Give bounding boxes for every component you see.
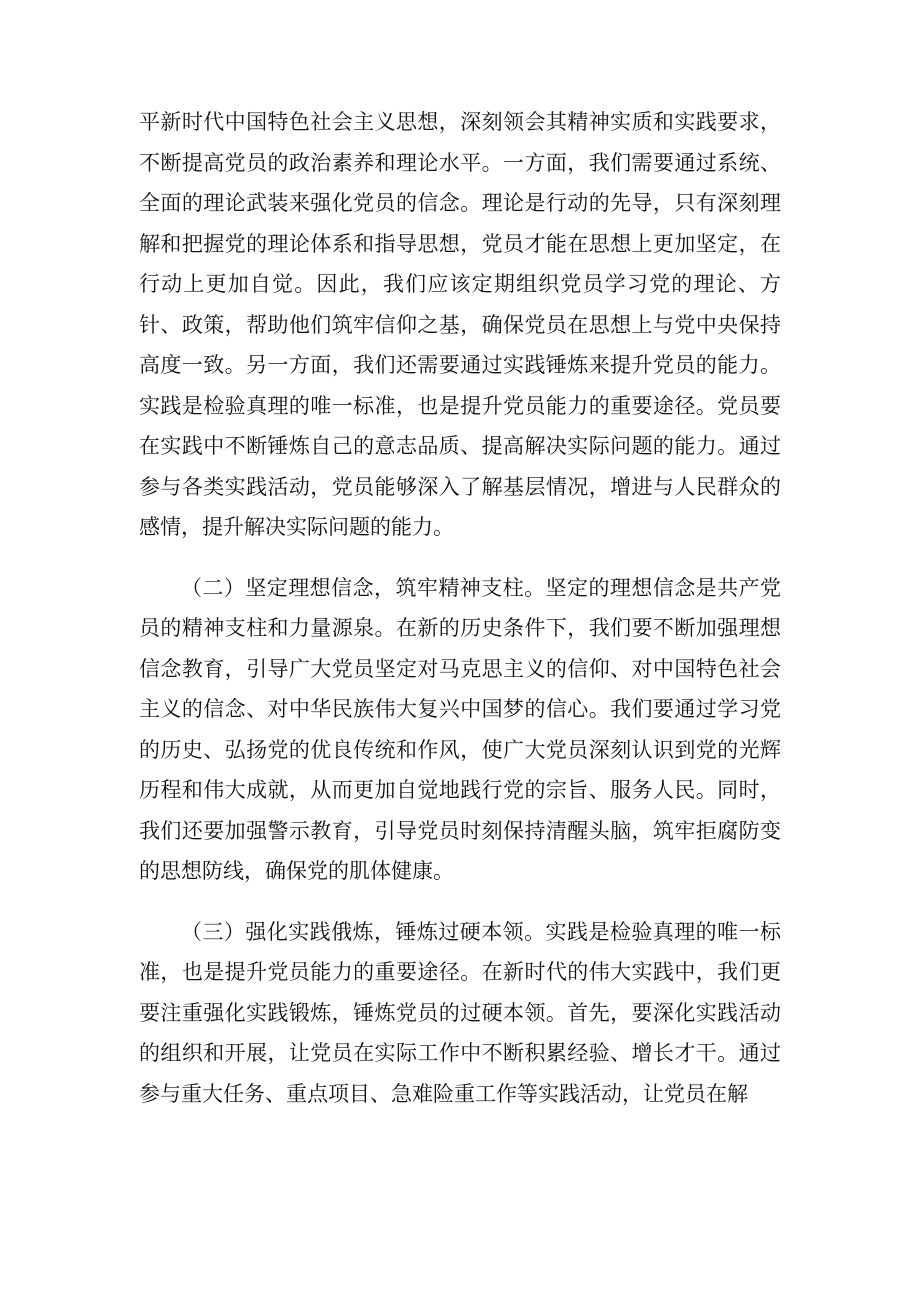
paragraph-section-two: （二）坚定理想信念，筑牢精神支柱。坚定的理想信念是共产党员的精神支柱和力量源泉。在新的历史条件下，我们要不断加强理想信念教育，引导广大党员坚定对马克思主义的信仰、对中国特色社会主义的信念、对中华民族伟大复兴中国梦的信心。我们要通过学习党的历史、弘扬党的优良传统和作风，使广大党员深刻认识到党的光辉历程和伟大成就，从而更加自觉地践行党的宗旨、服务人民。同时，我们还要加强警示教育，引导党员时刻保持清醒头脑，筑牢拒腐防变的思想防线，确保党的肌体健康。: [139, 575, 781, 883]
paragraph-continuation: 平新时代中国特色社会主义思想，深刻领会其精神实质和实践要求，不断提高党员的政治素养和理论水平。一方面，我们需要通过系统、全面的理论武装来强化党员的信念。理论是行动的先导，只有深刻理解和把握党的理论体系和指导思想，党员才能在思想上更加坚定，在行动上更加自觉。因此，我们应该定期组织党员学习党的理论、方针、政策，帮助他们筑牢信仰之基，确保党员在思想上与党中央保持高度一致。另一方面，我们还需要通过实践锤炼来提升党员的能力。实践是检验真理的唯一标准，也是提升党员能力的重要途径。党员要在实践中不断锤炼自己的意志品质、提高解决实际问题的能力。通过参与各类实践活动，党员能够深入了解基层情况，增进与人民群众的感情，提升解决实际问题的能力。: [139, 110, 781, 539]
document-page: [139, 102, 781, 1114]
paragraph-section-three: （三）强化实践俄炼，锤炼过硬本领。实践是检验真理的唯一标准，也是提升党员能力的重要途径。在新时代的伟大实践中，我们更要注重强化实践锻炼，锤炼党员的过硬本领。首先，要深化实践活动的组织和开展，让党员在实际工作中不断积累经验、增长才干。通过参与重大任务、重点项目、急难险重工作等实践活动，让党员在解: [139, 919, 781, 1106]
